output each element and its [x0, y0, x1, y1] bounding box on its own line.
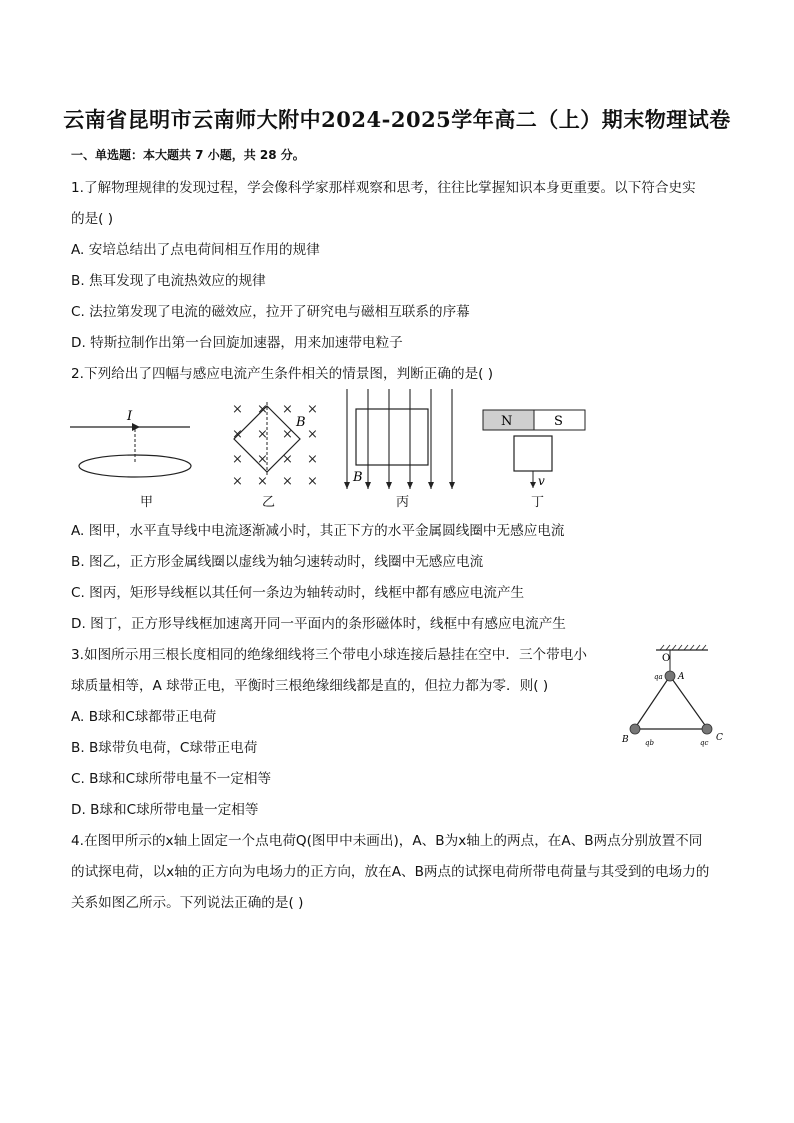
page-title: 云南省昆明市云南师大附中2024-2025学年高二（上）期末物理试卷 — [63, 107, 731, 132]
label-qb: qb — [645, 739, 654, 747]
q2-option-d: D. 图丁，正方形导线框加速离开同一平面内的条形磁体时，线框中有感应电流产生 — [71, 616, 566, 632]
magnet-s: S — [554, 414, 563, 429]
svg-text:×: × — [257, 474, 268, 489]
svg-text:×: × — [232, 452, 243, 467]
figure-label-jia: 甲 — [140, 495, 154, 510]
svg-text:×: × — [232, 474, 243, 489]
q3-option-c: C. B球和C球所带电量不一定相等 — [71, 771, 272, 787]
svg-text:×: × — [232, 427, 243, 442]
svg-text:×: × — [282, 427, 293, 442]
figure-label-bing: 丙 — [396, 495, 410, 510]
q4-line1: 4.在图甲所示的x轴上固定一个点电荷Q(图甲中未画出)，A、B为x轴上的两点，在A、B两点分别放置不同 — [71, 833, 703, 849]
q3-option-a: A. B球和C球都带正电荷 — [71, 709, 217, 725]
svg-text:×: × — [257, 402, 268, 417]
svg-text:×: × — [282, 474, 293, 489]
q3-option-b: B. B球带负电荷，C球带正电荷 — [71, 740, 258, 756]
svg-text:×: × — [257, 427, 268, 442]
svg-text:×: × — [232, 402, 243, 417]
q2-stem: 2.下列给出了四幅与感应电流产生条件相关的情景图，判断正确的是( ) — [71, 366, 494, 382]
q1-option-a: A. 安培总结出了点电荷间相互作用的规律 — [71, 242, 320, 258]
figure-bing — [344, 389, 455, 489]
figure-jia — [70, 409, 191, 477]
q2-option-c: C. 图丙，矩形导线框以其任何一条边为轴转动时，线框中都有感应电流产生 — [71, 585, 525, 601]
svg-text:×: × — [307, 452, 318, 467]
field-label-b: B — [296, 415, 306, 430]
svg-text:×: × — [282, 452, 293, 467]
svg-text:×: × — [307, 474, 318, 489]
figure-yi — [232, 402, 318, 489]
label-b: B — [622, 735, 629, 745]
q2-option-b: B. 图乙，正方形金属线圈以虚线为轴匀速转动时，线圈中无感应电流 — [71, 554, 484, 570]
q4-line2: 的试探电荷，以x轴的正方向为电场力的正方向，放在A、B两点的试探电荷所带电荷量与其受到的电场力的 — [71, 864, 710, 880]
svg-text:×: × — [257, 452, 268, 467]
velocity-label: v — [538, 474, 545, 488]
q1-option-c: C. 法拉第发现了电流的磁效应，拉开了研究电与磁相互联系的序幕 — [71, 304, 470, 320]
current-label-i: I — [127, 409, 133, 424]
q3-stem-line1: 3.如图所示用三根长度相同的绝缘细线将三个带电小球连接后悬挂在空中．三个带电小 — [71, 647, 587, 663]
q2-option-a: A. 图甲，水平直导线中电流逐渐减小时，其正下方的水平金属圆线圈中无感应电流 — [71, 523, 565, 539]
magnet-n: N — [501, 414, 513, 429]
figure-label-ding: 丁 — [531, 495, 545, 510]
q1-stem-line1: 1.了解物理规律的发现过程，学会像科学家那样观察和思考，往往比掌握知识本身更重要。以下符合史实 — [71, 180, 696, 196]
svg-text:×: × — [282, 402, 293, 417]
label-qa: qa — [654, 673, 663, 681]
q3-figure-triangle — [614, 644, 734, 752]
label-c: C — [716, 733, 723, 743]
q3-option-d: D. B球和C球所带电量一定相等 — [71, 802, 259, 818]
label-a: A — [678, 672, 685, 682]
q1-stem-line2: 的是( ) — [71, 211, 114, 227]
figure-ding — [483, 410, 585, 488]
field-label-b2: B — [353, 470, 363, 485]
label-o: O — [662, 653, 671, 664]
svg-text:×: × — [307, 402, 318, 417]
q1-option-b: B. 焦耳发现了电流热效应的规律 — [71, 273, 266, 289]
q1-option-d: D. 特斯拉制作出第一台回旋加速器，用来加速带电粒子 — [71, 335, 403, 351]
label-qc: qc — [700, 739, 709, 747]
svg-text:×: × — [307, 427, 318, 442]
section-heading: 一、单选题：本大题共 7 小题，共 28 分。 — [71, 148, 305, 162]
q3-stem-line2: 球质量相等，A 球带正电，平衡时三根绝缘细线都是直的，但拉力都为零．则( ) — [71, 678, 549, 694]
figure-label-yi: 乙 — [262, 495, 276, 510]
q4-line3: 关系如图乙所示。下列说法正确的是( ) — [71, 895, 304, 911]
